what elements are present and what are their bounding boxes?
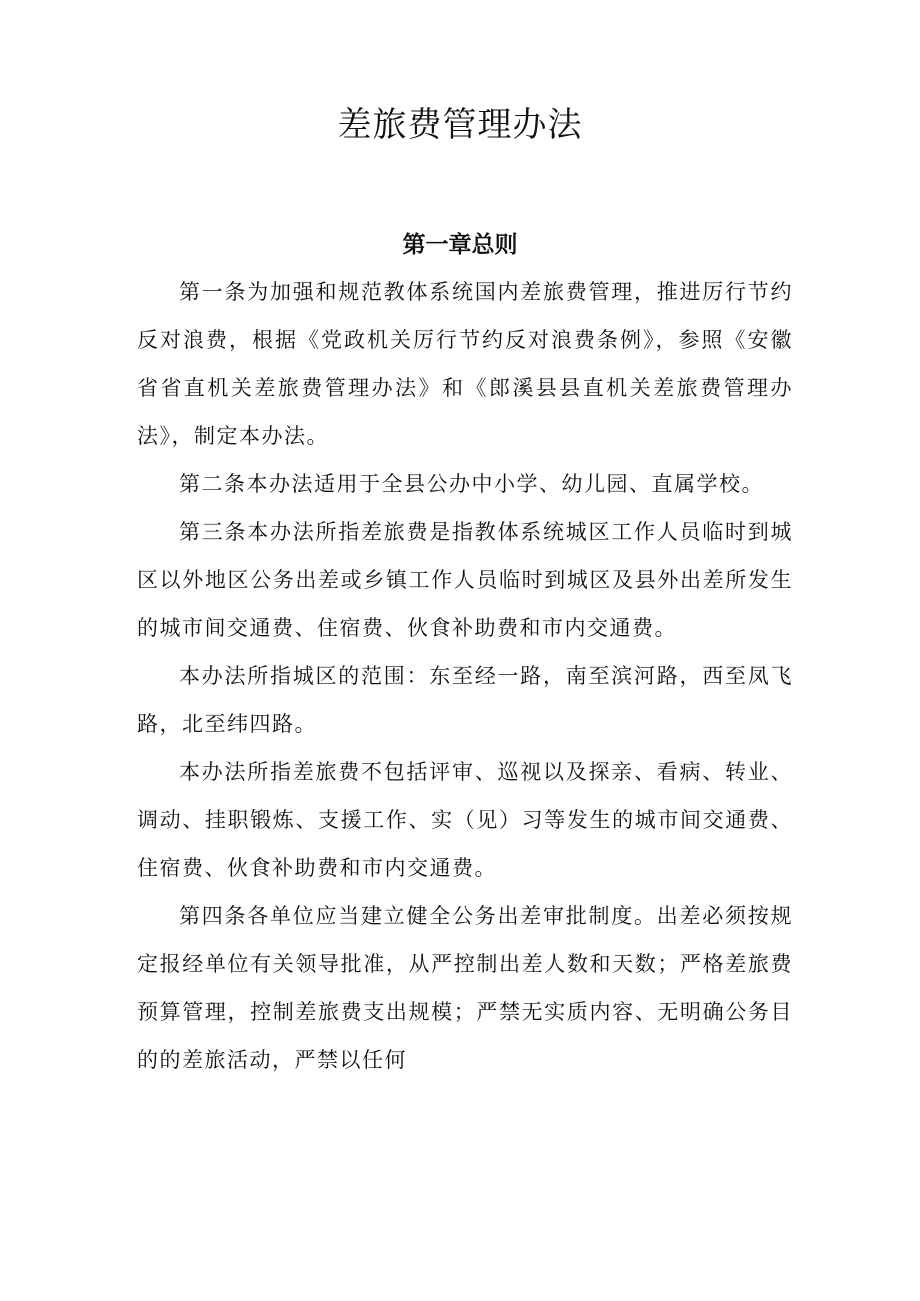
paragraph-article-3: 第三条本办法所指差旅费是指教体系统城区工作人员临时到城区以外地区公务出差或乡镇工作人员临时到城区及县外出差所发生的城市间交通费、住宿费、伙食补助费和市内交通费。 xyxy=(137,520,793,640)
paragraph-exclusions: 本办法所指差旅费不包括评审、巡视以及探亲、看病、转业、调动、挂职锻炼、支援工作、实（见）习等发生的城市间交通费、住宿费、伙食补助费和市内交通费。 xyxy=(137,760,793,880)
document-title: 差旅费管理办法 xyxy=(337,105,583,145)
paragraph-article-2: 第二条本办法适用于全县公办中小学、幼儿园、直属学校。 xyxy=(179,472,764,496)
paragraph-article-1: 第一条为加强和规范教体系统国内差旅费管理，推进厉行节约反对浪费，根据《党政机关厉行节约反对浪费条例》，参照《安徽省省直机关差旅费管理办法》和《郎溪县县直机关差旅费管理办法》，制定本办法。 xyxy=(137,280,793,448)
paragraph-article-4: 第四条各单位应当建立健全公务出差审批制度。出差必须按规定报经单位有关领导批准，从严控制出差人数和天数；严格差旅费预算管理，控制差旅费支出规模；严禁无实质内容、无明确公务目的的差旅活动，严禁以任何 xyxy=(137,904,793,1072)
chapter-heading: 第一章总则 xyxy=(402,232,518,258)
document-body xyxy=(137,268,793,1084)
paragraph-urban-scope: 本办法所指城区的范围：东至经一路，南至滨河路，西至凤飞路，北至纬四路。 xyxy=(137,664,793,736)
